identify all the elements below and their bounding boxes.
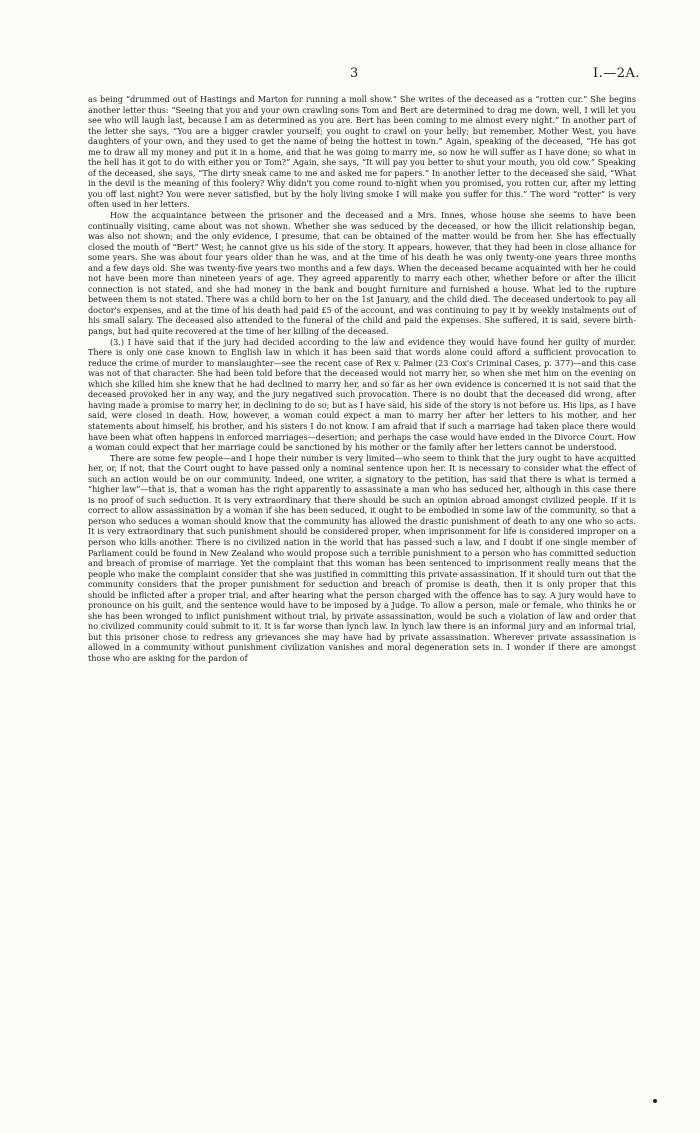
- paragraph-acquaintance: How the acquaintance between the prisoner and the deceased and a Mrs. Innes, whose house she seems to have been continually visiting, came about was not shown. Whether she was seduced by the deceased, or how the illicit relationship began, was also not shown; and the only evidence, I presume, that can be obtained of the matter would be from her. She has effectually closed the mouth of “Bert” West; he cannot give us his side of the story. It appears, however, that they had been in close alliance for some years. She was about four years older than he was, and at the time of his death he was only twenty-one years three months and a few days old. She was twenty-five years two months and a few days. When the deceased became acquainted with her he could not have been more than nineteen years of age. They agreed apparently to marry each other, whether before or after the illicit connection is not stated, and she had money in the bank and bought furniture and furnished a house. What led to the rupture between them is not stated. There was a child born to her on the 1st January, and the child died. The deceased undertook to pay all doctor's expenses, and at the time of his death had paid £5 of the account, and was continuing to pay it by weekly instalments out of his small salary. The deceased also attended to the funeral of the child and paid the expenses. She suffered, it is said, severe birth-pangs, but had quite recovered at the time of her killing of the deceased.: [88, 210, 636, 337]
- page-header: [0, 66, 700, 86]
- document-reference: I.—2A.: [592, 66, 640, 81]
- ink-speck: [653, 1099, 657, 1103]
- paragraph-higher-law: There are some few people—and I hope their number is very limited—who seem to think that the jury ought to have acquitted her, or, if not, that the Court ought to have passed only a nominal sentence upon her. It is necessary to consider what the effect of such an action would be on our community. Indeed, one writer, a signatory to the petition, has said that there is what is termed a “higher law”—that is, that a woman has the right apparently to assassinate a man who has seduced her, although in this case there is no proof of such seduction. It is very extraordinary that there should be such an opinion abroad amongst civilized people. If it is correct to allow assassination by a woman if she has been seduced, it ought to be embodied in some law of the community, so that a person who seduces a woman should know that the community has allowed the drastic punishment of death to any one who so acts. It is very extraordinary that such punishment should be considered proper, when imprisonment for life is considered improper on a person who kills another. There is no civilized nation in the world that has passed such a law, and I doubt if one single member of Parliament could be found in New Zealand who would propose such a terrible punishment to a person who has committed seduction and breach of promise of marriage. Yet the complaint that this woman has been sentenced to imprisonment really means that the people who make the complaint consider that she was justified in committing this private assassination. If it should turn out that the community considers that the proper punishment for seduction and breach of promise is death, then it is only proper that this should be inflicted after a proper trial, and after hearing what the person charged with the offence has to say. A jury would have to pronounce on his guilt, and the sentence would have to be imposed by a Judge. To allow a person, male or female, who thinks he or she has been wronged to inflict punishment without trial, by private assassination, would be such a violation of law and order that no civilized community could submit to it. It is far worse than lynch law. In lynch law there is an informal jury and an informal trial, but this prisoner chose to redress any grievances she may have had by private assassination. Wherever private assassination is allowed in a community without punishment civilization vanishes and moral degeneration sets in. I wonder if there are amongst those who are asking for the pardon of: [88, 452, 636, 663]
- paragraph-point-3-verdict: (3.) I have said that if the jury had decided according to the law and evidence they would have found her guilty of murder. There is only one case known to English law in which it has been said that words alone could afford a sufficient provocation to reduce the crime of murder to manslaughter—see the recent case of Rex v. Palmer (23 Cox's Criminal Cases, p. 377)—and this case was not of that character. She had been told before that the deceased would not marry her, so when she met him on the evening on which she killed him she knew that he had declined to marry her, and so far as her own evidence is concerned it is not said that the deceased provoked her in any way, and the jury negatived such provocation. There is no doubt that the deceased did wrong, after having made a promise to marry her, in declining to do so; but as I have said, his side of the story is not before us. His lips, as I have said, were closed in death. How, however, a woman could expect a man to marry her after her letters to his mother, and her statements about himself, his brother, and his sisters I do not know. I am afraid that if such a marriage had taken place there would have been what often happens in enforced marriages—desertion; and perhaps the case would have ended in the Divorce Court. How a woman could expect that her marriage could be sanctioned by his mother or the family after her letters cannot be understood.: [88, 336, 636, 453]
- document-body: [88, 94, 636, 664]
- page-number: 3: [350, 66, 359, 81]
- paragraph-letters-continued: as being “drummed out of Hastings and Marton for running a moll show.” She writes of the deceased as a “rotten cur.” She begins another letter thus: “Seeing that you and your own crawling sons Tom and Bert are determined to drag me down, well, I will let you see who will laugh last, because I am as determined as you are. Bert has been coming to me almost every night.” In another part of the letter she says, “You are a bigger crawler yourself; you ought to crawl on your belly; but remember, Mother West, you have daughters of your own, and they used to get the name of being the hottest in town.” Again, speaking of the deceased, “He has got me to draw all my money and put it in a home, and that he was going to marry me, so now he will suffer as I have done; so what in the hell has it got to do with either you or Tom?” Again, she says, “It will pay you better to shut your mouth, you old cow.” Speaking of the deceased, she says, “The dirty sneak came to me and asked me for papers.” In another letter to the deceased she said, “What in the devil is the meaning of this foolery? Why didn't you come round to-night when you promised, you rotten cur, after my letting you off last night? You were never satisfied, but by the holy living smoke I will make you suffer for this.” The word “rotter” is very often used in her letters.: [88, 94, 636, 210]
